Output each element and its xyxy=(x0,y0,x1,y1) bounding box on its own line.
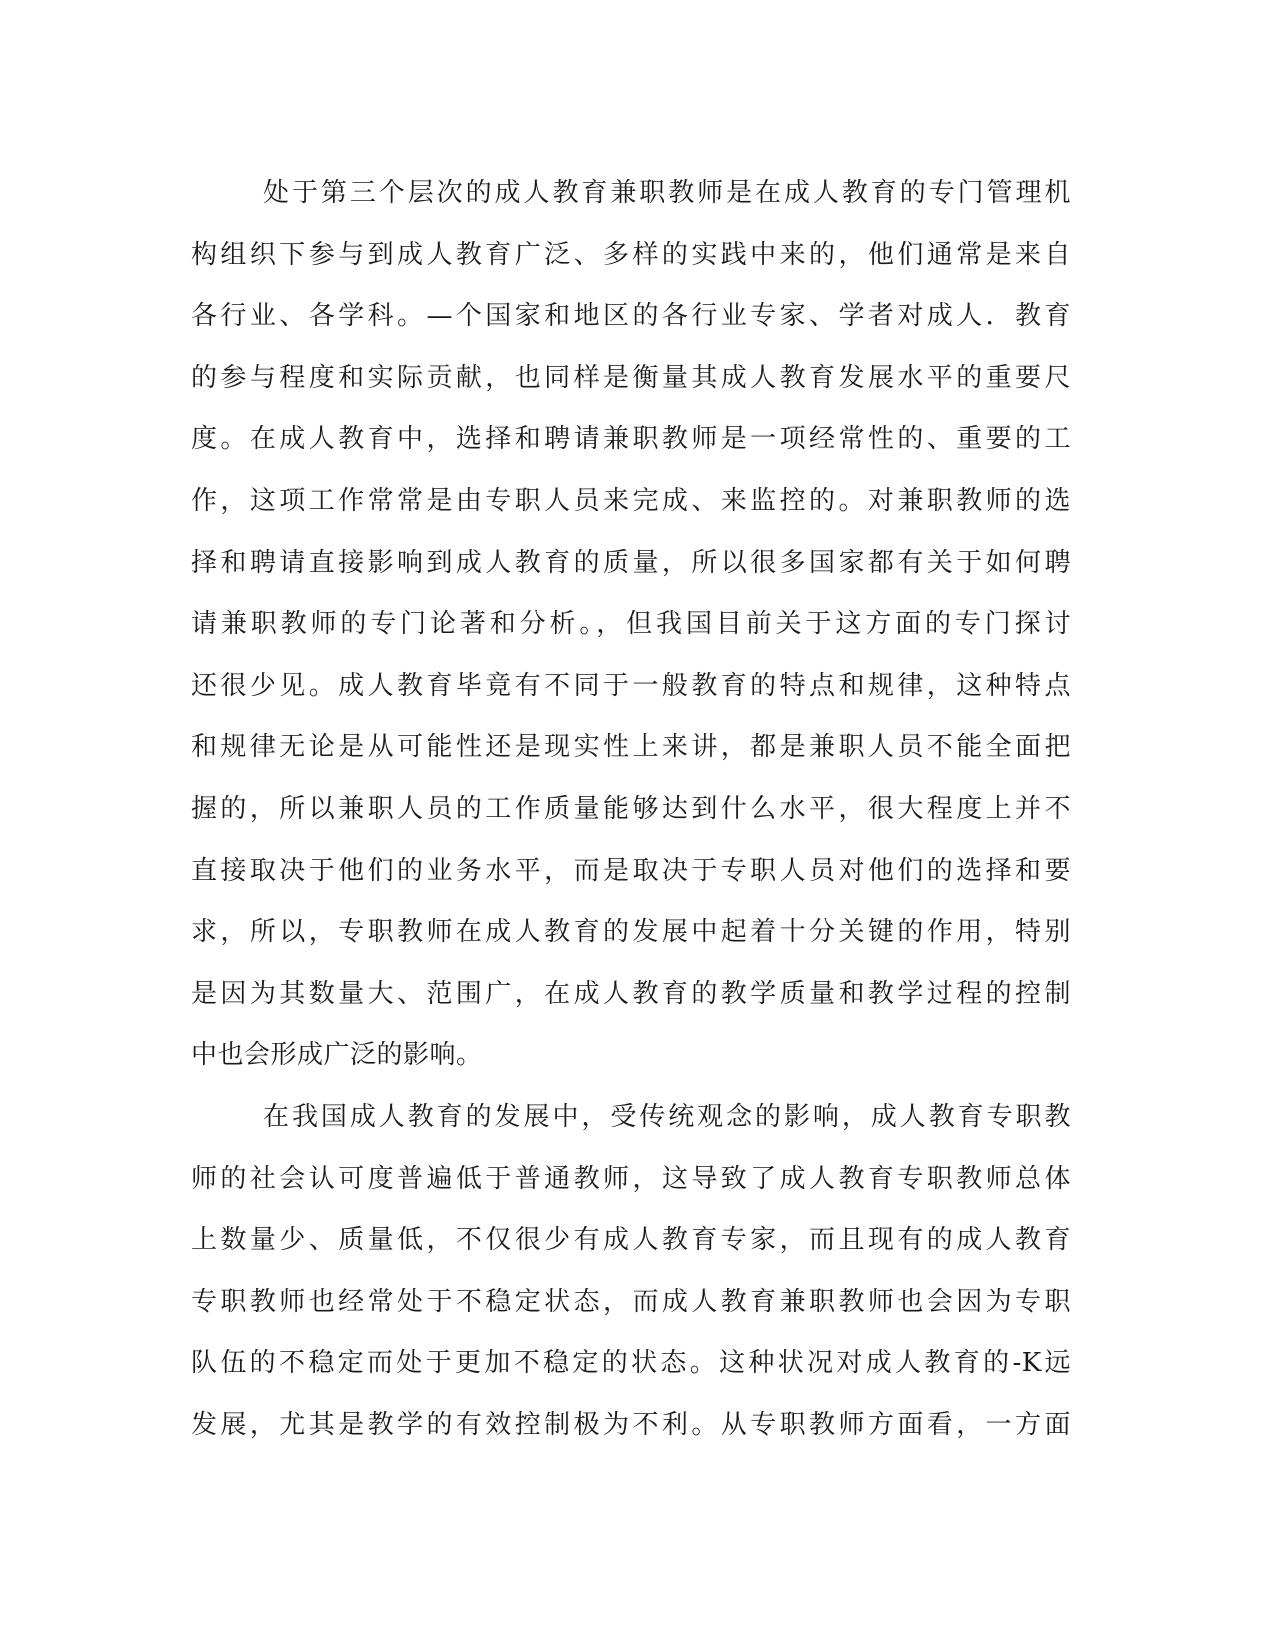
text-line: 专职教师也经常处于不稳定状态，而成人教育兼职教师也会因为专职 xyxy=(191,1286,1071,1317)
document-body xyxy=(191,163,1071,1456)
text-line: 中也会形成广泛的影响。 xyxy=(191,1040,483,1071)
text-line: 握的，所以兼职人员的工作质量能够达到什么水平，很大程度上并不 xyxy=(191,793,1071,824)
text-line: 师的社会认可度普遍低于普通教师，这导致了成人教育专职教师总体 xyxy=(191,1163,1071,1194)
text-line: 队伍的不稳定而处于更加不稳定的状态。这种状况对成人教育的-K远 xyxy=(191,1348,1071,1379)
paragraph-2 xyxy=(191,1087,1071,1457)
text-line: 是因为其数量大、范围广，在成人教育的教学质量和教学过程的控制 xyxy=(191,978,1071,1009)
paragraph-1 xyxy=(191,163,1071,1087)
text-line: 求，所以，专职教师在成人教育的发展中起着十分关键的作用，特别 xyxy=(191,917,1071,948)
text-line: 构组织下参与到成人教育广泛、多样的实践中来的，他们通常是来自 xyxy=(191,239,1071,270)
text-line: 发展，尤其是教学的有效控制极为不利。从专职教师方面看，一方面 xyxy=(191,1409,1071,1440)
text-line: 上数量少、质量低，不仅很少有成人教育专家，而且现有的成人教育 xyxy=(191,1225,1071,1256)
text-line: 作，这项工作常常是由专职人员来完成、来监控的。对兼职教师的选 xyxy=(191,485,1071,516)
text-line: 还很少见。成人教育毕竟有不同于一般教育的特点和规律，这种特点 xyxy=(191,670,1071,701)
text-line: 各行业、各学科。—个国家和地区的各行业专家、学者对成人．教育 xyxy=(191,301,1071,332)
text-line: 请兼职教师的专门论著和分析。，但我国目前关于这方面的专门探讨 xyxy=(191,609,1071,640)
text-line: 择和聘请直接影响到成人教育的质量，所以很多国家都有关于如何聘 xyxy=(191,547,1071,578)
text-line: 直接取决于他们的业务水平，而是取决于专职人员对他们的选择和要 xyxy=(191,855,1071,886)
text-line: 和规律无论是从可能性还是现实性上来讲，都是兼职人员不能全面把 xyxy=(191,732,1071,763)
text-line: 处于第三个层次的成人教育兼职教师是在成人教育的专门管理机 xyxy=(263,178,1071,208)
text-line: 在我国成人教育的发展中，受传统观念的影响，成人教育专职教 xyxy=(263,1101,1071,1132)
text-line: 度。在成人教育中，选择和聘请兼职教师是一项经常性的、重要的工 xyxy=(191,424,1071,455)
text-line: 的参与程度和实际贡献，也同样是衡量其成人教育发展水平的重要尺 xyxy=(191,362,1071,393)
